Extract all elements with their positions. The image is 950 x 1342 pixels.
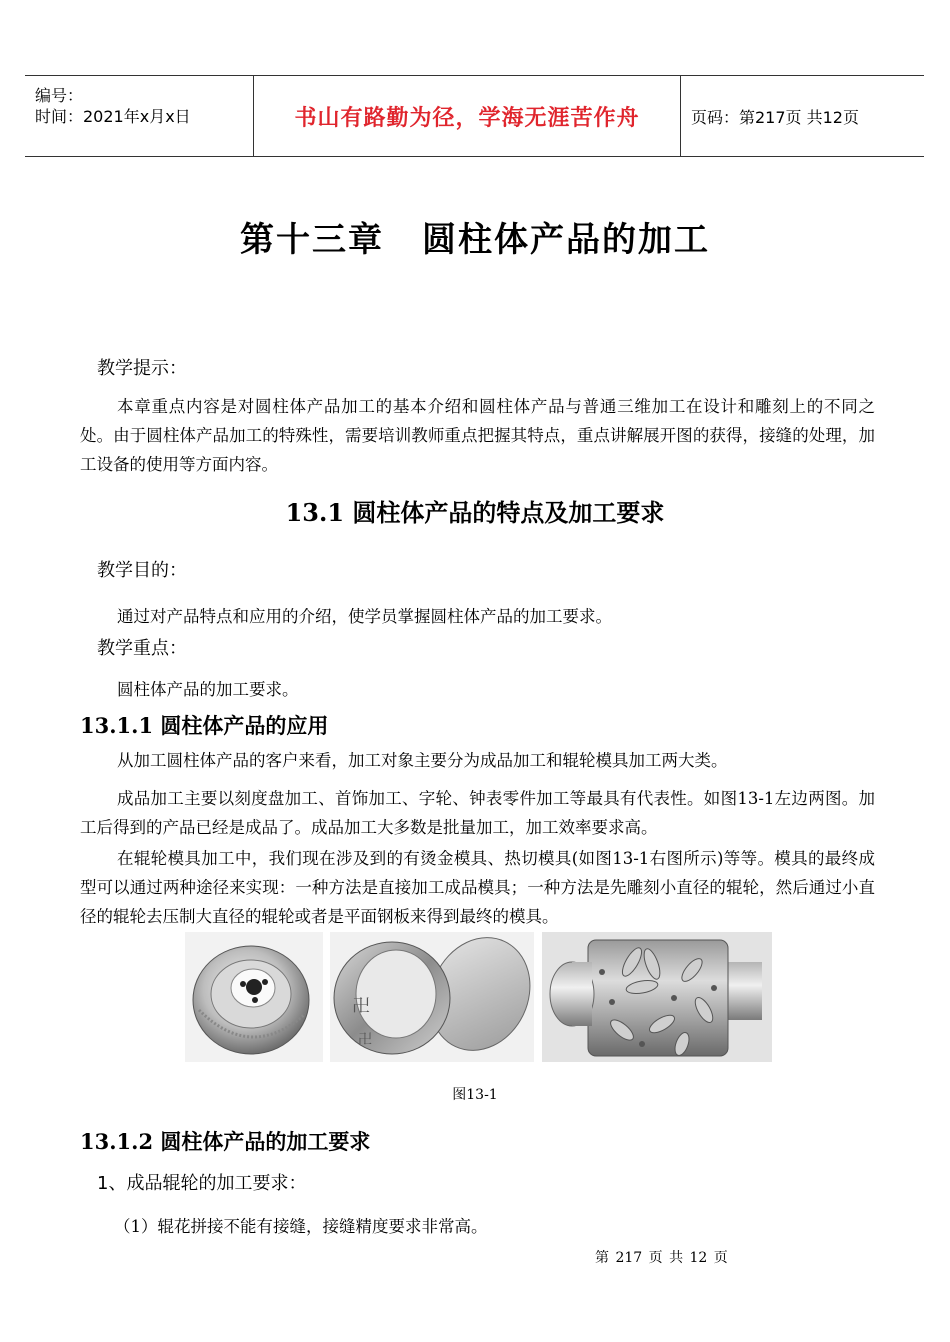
chapter-name: 圆柱体产品的加工: [422, 220, 710, 260]
section-13-1-2-title: 13.1.2 圆柱体产品的加工要求: [80, 1129, 371, 1154]
teaching-goal-text: 通过对产品特点和应用的介绍，使学员掌握圆柱体产品的加工要求。: [117, 607, 612, 626]
section-13-1-title: 13.1 圆柱体产品的特点及加工要求: [285, 498, 665, 527]
requirement-item-1-1: （1）辊花拼接不能有接缝，接缝精度要求非常高。: [114, 1217, 488, 1236]
section-13-1-1-paragraph-3: 在辊轮模具加工中，我们现在涉及到的有烫金模具、热切模具(如图13-1右图所示)等等。模具的最终成型可以通过两种途径来实现：一种方法是直接加工成品模具；一种方法是先雕刻小直径的辊轮，然后通过小直径的辊轮去压制大直径的辊轮或者是平面钢板来得到最终的模具。: [80, 849, 875, 926]
page-footer: 第 217 页 共 12 页: [595, 1250, 728, 1266]
teaching-focus-text: 圆柱体产品的加工要求。: [117, 680, 299, 699]
svg-text:卍: 卍: [352, 996, 370, 1017]
dial-ring-photo: [185, 932, 323, 1062]
section-13-1-1-paragraph-2: 成品加工主要以刻度盘加工、首饰加工、字轮、钟表零件加工等最具有代表性。如图13-1左边两图。加工后得到的产品已经是成品了。成品加工大多数是批量加工，加工效率要求高。: [80, 789, 875, 837]
chapter-number: 第十三章: [240, 220, 384, 260]
header-motto: 书山有路勤为径，学海无涯苦作舟: [254, 76, 681, 156]
embossing-roller-photo: [542, 932, 772, 1062]
teaching-focus-label: 教学重点：: [97, 638, 187, 659]
page-header: [25, 75, 924, 157]
requirement-item-1: 1、成品辊轮的加工要求：: [97, 1173, 307, 1194]
ring-and-coin-photo: [330, 932, 534, 1062]
document-time-label: 时间：2021年x月x日: [35, 107, 191, 126]
chapter-title: [0, 212, 950, 261]
teaching-tip-label: 教学提示：: [97, 358, 187, 379]
teaching-tip-text: 本章重点内容是对圆柱体产品加工的基本介绍和圆柱体产品与普通三维加工在设计和雕刻上的不同之处。由于圆柱体产品加工的特殊性，需要培训教师重点把握其特点，重点讲解展开图的获得，接缝的处理，加工设备的使用等方面内容。: [80, 397, 875, 474]
svg-text:卍: 卍: [358, 1032, 372, 1048]
section-13-1-1-title: 13.1.1 圆柱体产品的应用: [80, 713, 329, 738]
figure-caption: 图13-1: [452, 1087, 498, 1103]
document-number-label: 编号：: [35, 86, 84, 105]
header-meta-cell: [25, 76, 254, 156]
header-page-info: 页码：第217页 共12页: [691, 107, 859, 127]
section-13-1-1-paragraph-1: 从加工圆柱体产品的客户来看，加工对象主要分为成品加工和辊轮模具加工两大类。: [117, 751, 728, 770]
teaching-goal-label: 教学目的：: [97, 560, 187, 581]
